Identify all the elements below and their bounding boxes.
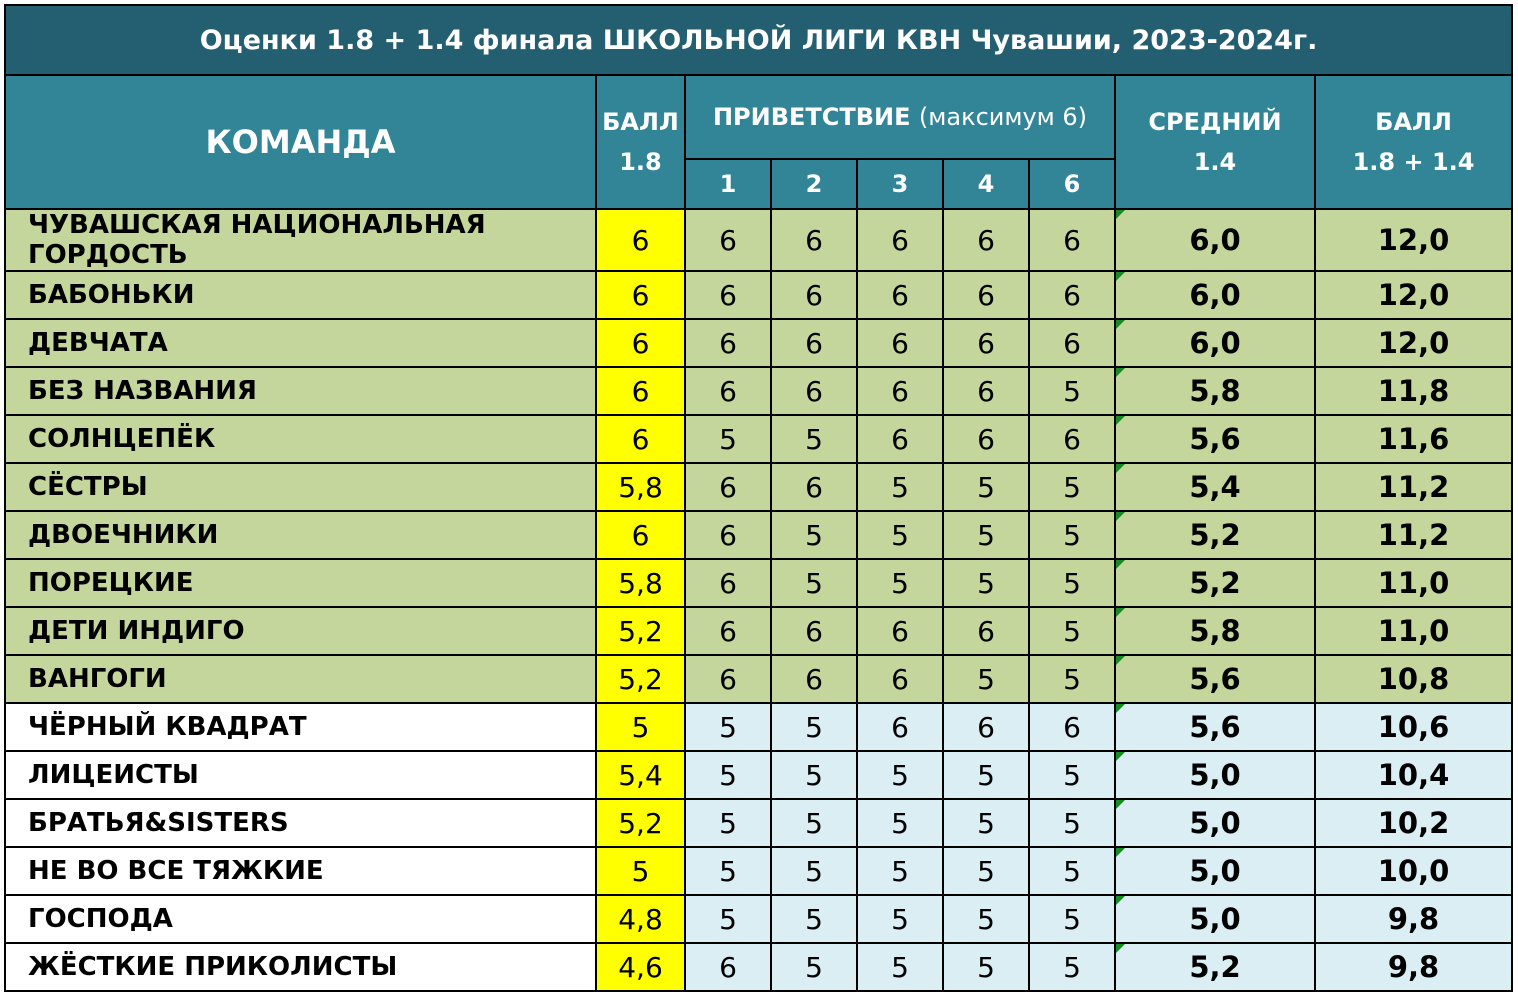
- average-score: [1115, 943, 1315, 991]
- team-name: ЛИЦЕИСТЫ: [5, 751, 596, 799]
- team-name: СОЛНЦЕПЁК: [5, 415, 596, 463]
- judge-score: 6: [771, 271, 857, 319]
- team-name: НЕ ВО ВСЕ ТЯЖКИЕ: [5, 847, 596, 895]
- cell-marker-icon: [1116, 896, 1125, 905]
- judge-score: 6: [857, 367, 943, 415]
- cell-marker-icon: [1116, 464, 1125, 473]
- cell-marker-icon: [1116, 944, 1125, 953]
- judge-score: 6: [857, 271, 943, 319]
- judge-score: 6: [771, 607, 857, 655]
- judge-score: 5: [771, 895, 857, 943]
- cell-marker-icon: [1116, 608, 1125, 617]
- total-score: 11,8: [1315, 367, 1512, 415]
- average-value: 5,0: [1189, 854, 1241, 888]
- judge-score: 5: [685, 703, 771, 751]
- judge-score: 5: [943, 751, 1029, 799]
- average-value: 5,4: [1189, 470, 1241, 504]
- score-18: 5,8: [596, 463, 685, 511]
- team-name: СЁСТРЫ: [5, 463, 596, 511]
- cell-marker-icon: [1116, 848, 1125, 857]
- score-18: 4,8: [596, 895, 685, 943]
- score-sheet: [4, 4, 1511, 984]
- judge-score: 5: [857, 847, 943, 895]
- cell-marker-icon: [1116, 752, 1125, 761]
- average-score: [1115, 463, 1315, 511]
- cell-marker-icon: [1116, 512, 1125, 521]
- table-row: [5, 943, 1512, 991]
- judge-score: 5: [943, 511, 1029, 559]
- average-value: 5,2: [1189, 566, 1241, 600]
- judge-score: 6: [685, 367, 771, 415]
- judge-score: 6: [857, 319, 943, 367]
- team-name: БЕЗ НАЗВАНИЯ: [5, 367, 596, 415]
- judge-score: 6: [685, 209, 771, 271]
- score-18: 6: [596, 209, 685, 271]
- average-score: [1115, 799, 1315, 847]
- total-score: 11,2: [1315, 511, 1512, 559]
- average-value: 5,0: [1189, 902, 1241, 936]
- average-value: 5,8: [1189, 374, 1241, 408]
- table-row: [5, 463, 1512, 511]
- team-name: ЧЁРНЫЙ КВАДРАТ: [5, 703, 596, 751]
- average-score: [1115, 319, 1315, 367]
- average-score: [1115, 751, 1315, 799]
- table-row: [5, 367, 1512, 415]
- team-name: ДЕТИ ИНДИГО: [5, 607, 596, 655]
- table-row: [5, 511, 1512, 559]
- total-score: 12,0: [1315, 209, 1512, 271]
- judge-score: 5: [685, 799, 771, 847]
- judge-score: 6: [771, 655, 857, 703]
- judge-score: 6: [943, 367, 1029, 415]
- judge-score: 5: [771, 847, 857, 895]
- team-name: ГОСПОДА: [5, 895, 596, 943]
- judge-score: 5: [685, 415, 771, 463]
- table-row: [5, 209, 1512, 271]
- team-name: ДЕВЧАТА: [5, 319, 596, 367]
- judge-score: 5: [1029, 943, 1115, 991]
- total-score: 11,2: [1315, 463, 1512, 511]
- judge-score: 6: [771, 319, 857, 367]
- score-18: 5,2: [596, 607, 685, 655]
- judge-score: 6: [943, 271, 1029, 319]
- judge-score: 5: [1029, 895, 1115, 943]
- team-name: БАБОНЬКИ: [5, 271, 596, 319]
- score-18: 6: [596, 271, 685, 319]
- header-score18-line2: 1.8: [619, 148, 662, 176]
- judge-header: 1: [685, 159, 771, 209]
- total-score: 11,6: [1315, 415, 1512, 463]
- judge-score: 5: [1029, 847, 1115, 895]
- judge-score: 5: [857, 751, 943, 799]
- judge-score: 6: [857, 415, 943, 463]
- cell-marker-icon: [1116, 560, 1125, 569]
- judge-score: 5: [943, 847, 1029, 895]
- total-score: 10,8: [1315, 655, 1512, 703]
- judge-score: 6: [685, 463, 771, 511]
- judge-score: 5: [1029, 607, 1115, 655]
- total-score: 11,0: [1315, 607, 1512, 655]
- header-avg-line2: 1.4: [1193, 148, 1237, 176]
- judge-score: 6: [943, 319, 1029, 367]
- judge-score: 5: [771, 559, 857, 607]
- average-value: 6,0: [1189, 223, 1241, 257]
- judge-header: 2: [771, 159, 857, 209]
- cell-marker-icon: [1116, 704, 1125, 713]
- judge-score: 5: [771, 511, 857, 559]
- total-score: 10,6: [1315, 703, 1512, 751]
- header-greeting-label: ПРИВЕТСТВИЕ: [712, 103, 911, 131]
- scores-table: [4, 4, 1513, 992]
- header-avg-line1: СРЕДНИЙ: [1148, 108, 1282, 136]
- average-value: 5,6: [1189, 422, 1241, 456]
- judge-score: 5: [1029, 559, 1115, 607]
- team-name: ЖЁСТКИЕ ПРИКОЛИСТЫ: [5, 943, 596, 991]
- judge-score: 6: [1029, 319, 1115, 367]
- judge-header: 6: [1029, 159, 1115, 209]
- judge-score: 5: [685, 751, 771, 799]
- average-score: [1115, 847, 1315, 895]
- average-value: 5,6: [1189, 710, 1241, 744]
- table-row: [5, 847, 1512, 895]
- average-value: 6,0: [1189, 326, 1241, 360]
- judge-score: 5: [771, 415, 857, 463]
- score-18: 5,4: [596, 751, 685, 799]
- table-row: [5, 655, 1512, 703]
- judge-score: 5: [857, 559, 943, 607]
- average-value: 5,8: [1189, 614, 1241, 648]
- table-row: [5, 799, 1512, 847]
- judge-score: 6: [857, 655, 943, 703]
- judge-score: 5: [685, 895, 771, 943]
- score-18: 5: [596, 703, 685, 751]
- table-row: [5, 319, 1512, 367]
- total-score: 12,0: [1315, 271, 1512, 319]
- header-row: [5, 75, 1512, 159]
- judge-score: 5: [771, 703, 857, 751]
- judge-score: 5: [1029, 463, 1115, 511]
- team-name: ЧУВАШСКАЯ НАЦИОНАЛЬНАЯ ГОРДОСТЬ: [5, 209, 596, 271]
- team-name: ПОРЕЦКИЕ: [5, 559, 596, 607]
- judge-score: 6: [685, 319, 771, 367]
- team-name: ДВОЕЧНИКИ: [5, 511, 596, 559]
- judge-score: 6: [943, 415, 1029, 463]
- score-18: 5: [596, 847, 685, 895]
- judge-score: 6: [943, 607, 1029, 655]
- score-18: 6: [596, 415, 685, 463]
- judge-score: 6: [685, 655, 771, 703]
- total-score: 10,0: [1315, 847, 1512, 895]
- average-score: [1115, 415, 1315, 463]
- header-greeting-max: (максимум 6): [918, 103, 1088, 131]
- table-row: [5, 271, 1512, 319]
- average-value: 6,0: [1189, 278, 1241, 312]
- cell-marker-icon: [1116, 416, 1125, 425]
- judge-score: 5: [943, 943, 1029, 991]
- header-avg: [1115, 75, 1315, 209]
- average-score: [1115, 655, 1315, 703]
- cell-marker-icon: [1116, 368, 1125, 377]
- judge-score: 6: [943, 209, 1029, 271]
- judge-score: 5: [943, 799, 1029, 847]
- score-18: 5,2: [596, 655, 685, 703]
- judge-score: 5: [857, 799, 943, 847]
- score-18: 6: [596, 319, 685, 367]
- score-18: 6: [596, 367, 685, 415]
- team-name: ВАНГОГИ: [5, 655, 596, 703]
- judge-score: 6: [771, 463, 857, 511]
- judge-score: 6: [685, 271, 771, 319]
- score-18: 5,2: [596, 799, 685, 847]
- judge-score: 6: [771, 209, 857, 271]
- average-value: 5,0: [1189, 806, 1241, 840]
- judge-score: 5: [857, 895, 943, 943]
- table-row: [5, 607, 1512, 655]
- average-score: [1115, 895, 1315, 943]
- total-score: 11,0: [1315, 559, 1512, 607]
- judge-score: 5: [1029, 655, 1115, 703]
- average-score: [1115, 559, 1315, 607]
- score-18: 5,8: [596, 559, 685, 607]
- score-18: 4,6: [596, 943, 685, 991]
- title-row: [5, 5, 1512, 75]
- total-score: 9,8: [1315, 895, 1512, 943]
- judge-score: 5: [943, 895, 1029, 943]
- judge-score: 5: [1029, 799, 1115, 847]
- header-team: КОМАНДА: [5, 75, 596, 209]
- judge-score: 5: [771, 943, 857, 991]
- judge-score: 5: [943, 463, 1029, 511]
- judge-score: 5: [771, 751, 857, 799]
- judge-score: 6: [857, 703, 943, 751]
- average-score: [1115, 367, 1315, 415]
- judge-score: 5: [1029, 511, 1115, 559]
- table-row: [5, 895, 1512, 943]
- average-value: 5,6: [1189, 662, 1241, 696]
- header-greeting: [685, 75, 1115, 159]
- total-score: 10,2: [1315, 799, 1512, 847]
- judge-score: 6: [857, 209, 943, 271]
- cell-marker-icon: [1116, 800, 1125, 809]
- total-score: 12,0: [1315, 319, 1512, 367]
- judge-score: 5: [1029, 751, 1115, 799]
- table-row: [5, 703, 1512, 751]
- team-name: БРАТЬЯ&SISTERS: [5, 799, 596, 847]
- judge-score: 6: [685, 511, 771, 559]
- table-title: Оценки 1.8 + 1.4 финала ШКОЛЬНОЙ ЛИГИ КВН Чувашии, 2023-2024г.: [5, 5, 1512, 75]
- average-score: [1115, 511, 1315, 559]
- judge-score: 6: [685, 607, 771, 655]
- judge-score: 5: [857, 511, 943, 559]
- header-total-line2: 1.8 + 1.4: [1352, 148, 1475, 176]
- table-row: [5, 415, 1512, 463]
- judge-header: 4: [943, 159, 1029, 209]
- average-score: [1115, 607, 1315, 655]
- judge-score: 5: [857, 463, 943, 511]
- judge-score: 6: [1029, 415, 1115, 463]
- average-value: 5,0: [1189, 758, 1241, 792]
- judge-header: 3: [857, 159, 943, 209]
- average-value: 5,2: [1189, 950, 1241, 984]
- cell-marker-icon: [1116, 210, 1125, 219]
- judge-score: 5: [943, 559, 1029, 607]
- judge-score: 6: [685, 943, 771, 991]
- judge-score: 6: [771, 367, 857, 415]
- judge-score: 6: [857, 607, 943, 655]
- judge-score: 5: [943, 655, 1029, 703]
- header-score18: [596, 75, 685, 209]
- average-score: [1115, 703, 1315, 751]
- cell-marker-icon: [1116, 656, 1125, 665]
- judge-score: 5: [685, 847, 771, 895]
- judge-score: 6: [1029, 703, 1115, 751]
- header-total: [1315, 75, 1512, 209]
- score-18: 6: [596, 511, 685, 559]
- judge-score: 5: [1029, 367, 1115, 415]
- header-score18-line1: БАЛЛ: [602, 108, 679, 136]
- average-score: [1115, 209, 1315, 271]
- average-score: [1115, 271, 1315, 319]
- judge-score: 6: [1029, 271, 1115, 319]
- table-row: [5, 751, 1512, 799]
- header-total-line1: БАЛЛ: [1375, 108, 1452, 136]
- judge-score: 5: [857, 943, 943, 991]
- judge-score: 6: [1029, 209, 1115, 271]
- judge-score: 6: [943, 703, 1029, 751]
- total-score: 9,8: [1315, 943, 1512, 991]
- cell-marker-icon: [1116, 320, 1125, 329]
- average-value: 5,2: [1189, 518, 1241, 552]
- table-row: [5, 559, 1512, 607]
- cell-marker-icon: [1116, 272, 1125, 281]
- judge-score: 6: [685, 559, 771, 607]
- total-score: 10,4: [1315, 751, 1512, 799]
- judge-score: 5: [771, 799, 857, 847]
